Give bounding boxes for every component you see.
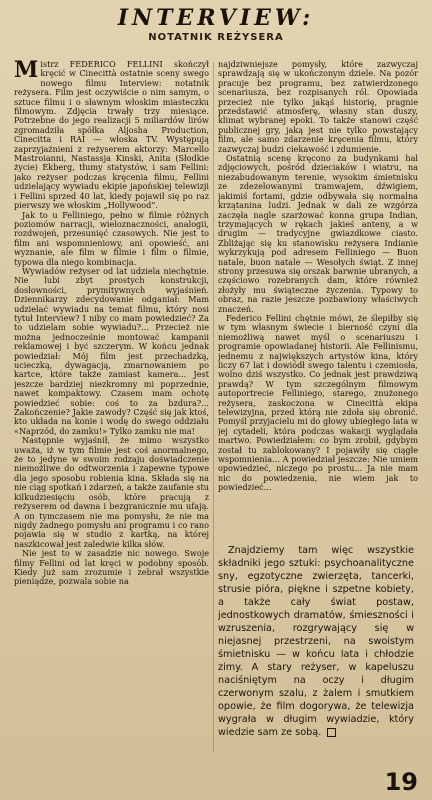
left-paragraph-2: Jak to u Felliniego, pełno w filmie różnych poziomów narracji, wieloznaczności, analogii, rozdwojeń, przesunięć czasowych. Nie jest to film ani wspomnieniowy, ani opowieść, ani wyznanie, ale film w filmie i film o filmie, typowa dla niego kombinacja. <box>14 209 209 267</box>
summary-paragraph <box>218 544 414 739</box>
column-divider <box>213 62 214 752</box>
end-mark-icon <box>327 728 336 737</box>
article-title: INTERVIEW: <box>117 5 315 31</box>
right-paragraph-2: Ostatnią scenę kręcono za budynkami hal zdjęciowych, pośród dzieciaków i wiatru, na niezabudowanym terenie, wysokim śmietnisku ze zdezelowanymi tramwajem, dźwigiem, jakimiś fortami, gdzie odbywała się normalna krzątanina ludzi. Jednak w dali ze wzgórza zaczęła nagle szarżować konna grupa Indian, trzymających w rękach jakieś anteny, a w drugim — tradycyjne gwiazdkowe ciasto. Zbliżając się ku stanowisku reżysera Indianie wykrzykują pod adresem Felliniego — Buon natale, buon natale — Wesołych świąt. Z innej strony przesuwa się orszak barwnie ubranych, a częściowo rozebranych dam, które również złożyły mu świąteczne życzenia. Typowy to obraz, na razie jeszcze pozbawiony właściwych znaczeń. <box>218 153 418 314</box>
left-paragraph-1 <box>14 60 209 211</box>
summary-text: Znajdziemy tam więc wszystkie składniki jego sztuki: psychoanalityczne sny, egzotyczne zwierzęta, tancerki, strusie pióra, piękne i szpetne kobiety, a także cały świat postaw, jednostkowych dramatów, śmieszności i wzruszenia, rozgrywający się w niejasnej przestrzeni, na swoistym śmietnisku — w końcu lata i chłodzie zimy. A stary reżyser, w kapeluszu naciśniętym na oczy i długim czerwonym szalu, z żalem i smutkiem opowie, że film dogorywa, że telewizja wygrała w długim wywiadzie, który wiedzie sam ze sobą. <box>218 545 414 738</box>
left-paragraph-3: Wywiadów reżyser od lat udziela niechętnie. Nie lubi zbyt prostych konstrukcji, dosłowności, prymitywnych wyjaśnień. Dziennikarzy zdecydowanie odganiał: Mam udzielać wywiadu na temat filmu, który nosi tytuł Interview? I niby co mam powiedzieć? Za to udzielam sobie wywiadu?... Przecież nie można jednocześnie montować kampanii reklamowej i być szczerym. W końcu jednak powiedział: Mój film jest przechadzką, ucieczką, dywagacją, zmarnowaniem po kartce, które także zamiast kamera... Jest jeszcze bardziej niezkromny mi poprzednie, nawet kompaktowy. Czasem mam ochotę powiedzieć sobie: coś to za bzdura?... Zakończenie? Jakie zawody? Część się jak ktoś, kto układa na konie i wodę do swego oddziału «Naprzód, do zamku!» Tylko zamku nie ma! <box>14 265 209 436</box>
left-paragraph-4: Następnie wyjaśnił, że mimo wszystko uważa, iż w tym filmie jest coś anormalnego, że to jedyne w swoim rodzaju doświadczenie niemożliwe do odtworzenia i zapewne typowe dla jego sposobu robienia kina. Składa się na nie ciąg spotkań i zdarzeń, a także zaufanie stu kilkudziesięciu osób, które pracują z reżyserem od dawna i bezgranicznie mu ufają. A on tymczasem nie ma pomysłu, że nie ma nigdy żadnego pomysłu ani programu i co rano pojawia się w studio z kartką, na której naszkicował jest zaledwie kilka słów. <box>14 435 209 549</box>
article-header <box>0 6 432 43</box>
page-number: 19 <box>384 768 418 796</box>
left-paragraph-1-text: istrz FEDERICO FELLINI skończył kręcić w Cinecittà ostatnie sceny swego nowego filmu Interview: notatnik reżysera. Film jest oczywiście o nim samym, o sztuce filmu i o sławnym włoskim miasteczku filmowym. Zdjęcia trwały trzy miesiące. Potrzebne do jego realizacji 5 miliardów lirów zgromadziła spółka Aljosha Production, Cinecitta i RAI — włoska TV. Występują zaprzyjaźnieni z reżyserem aktorzy: Marcello Mastroianni, Nastassja Kinski, Anita (Słodkie życie) Ekberg, tłumy statystów, i sam Fellini: jako reżyser podczas kręcenia filmu, Fellini udzielający wywiadu ekipie japońskiej telewizji i Fellini sprzed 40 lat, kiedy pojawił się po raz pierwszy we włoskim „Hollywood”. <box>14 60 209 211</box>
drop-cap: M <box>14 60 39 83</box>
right-paragraph-1: najdziwniejsze pomysły, które zazwyczaj sprawdzają się w ukończonym dziele. Na pozór pracuje bez programu, bez zatwierdzonego scenariusza, bez rozpisanych ról. Opowiada przecież nie tylko jakąś historię, pragnie przedstawić atmosferę, własny stan duszy, klimat wybranej epoki. To także stanowi część publicznej gry, jaką jest nie tylko powstający film, ale samo zdarzenie kręcenia filmu, który zazwyczaj budzi ciekawość i zdumienie. <box>218 60 418 154</box>
right-paragraph-3: Federico Fellini chętnie mówi, że ślepiłby się w tym własnym świecie i bierność czyni dla niemożliwą nawet myśl o scenariuszu i programie opowiadanej historii. Ale Fellinismu, jednemu z największych artystów kina, który liczy 67 lat i dowiódł swego talentu i czemiosła, wolno dziś wszystko. Co jednak jest prawdziwą prawdą? W tym szczególnym filmowym autoportrecie Felliniego, starego, znużonego reżysera, zaskoczona w Cinecittà ekipa telewizyjna, przed którą nie zdoła się obronić. Pomyśl przyjacielu mi do głowy ubiegłego lata w jej cytadeli, która podczas wakacji wyglądała martwo. Powiedziałem: co bym zrobił, gdybym został tu zablokowany? I pojawiły się ciągłe wspomnienia... A powiedział jeszcze: Nie umiem opowiedzieć, niczego po prostu... Ja nie mam nic do powiedzenia, nie wiem jak to powiedzieć... <box>218 312 418 493</box>
right-column <box>218 60 418 538</box>
summary-block <box>218 544 414 760</box>
left-column <box>14 60 209 790</box>
left-paragraph-5: Nie jest to w zasadzie nic nowego. Swoje filmy Fellini od lat kręci w podobny sposób. Kiedy już sam zrozumie i zebrał wszystkie pieniądze, pozwala sobie na <box>14 548 209 587</box>
article-subtitle: NOTATNIK REŻYSERA <box>148 32 284 43</box>
